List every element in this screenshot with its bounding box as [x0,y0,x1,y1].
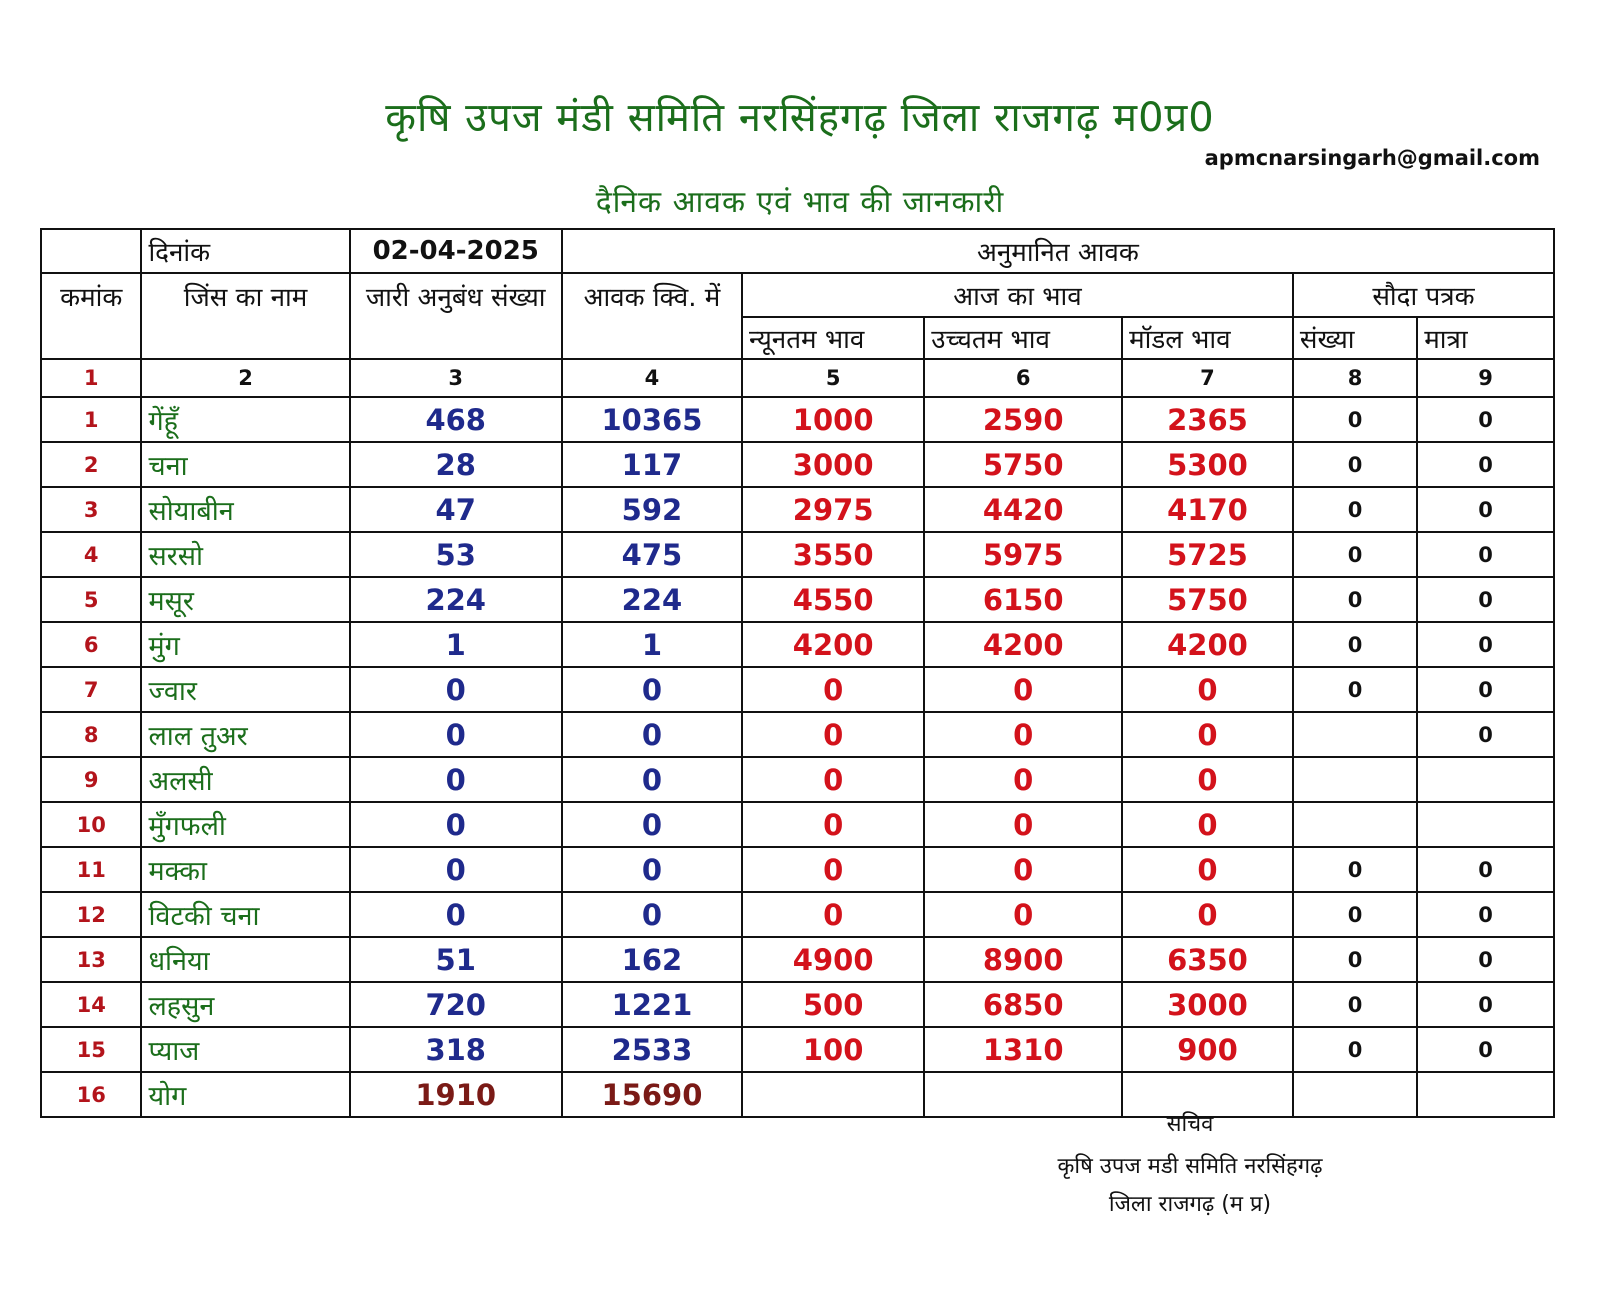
min-price-cell: 1000 [742,397,924,442]
commodity-name-cell: चना [141,442,349,487]
arrival-quantity-cell: 0 [562,712,742,757]
contracts-count-cell: 0 [350,757,562,802]
serial-column-header: कमांक [41,273,141,359]
serial-number-cell: 11 [41,847,141,892]
modal-price-cell: 6350 [1122,937,1293,982]
deal-count-cell: 0 [1293,397,1417,442]
serial-number-cell: 7 [41,667,141,712]
total-label-cell: योग [141,1072,349,1117]
modal-price-cell: 900 [1122,1027,1293,1072]
table-row [41,442,1554,487]
table-row [41,577,1554,622]
deal-quantity-cell: 0 [1417,712,1554,757]
min-price-cell: 500 [742,982,924,1027]
modal-price-cell: 5300 [1122,442,1293,487]
signature-district: जिला राजगढ़ (म प्र) [1108,1192,1272,1217]
table-row [41,757,1554,802]
modal-price-cell: 4170 [1122,487,1293,532]
min-price-cell: 4900 [742,937,924,982]
commodity-name-cell: विटकी चना [141,892,349,937]
deal-quantity-cell: 0 [1417,442,1554,487]
arrival-quantity-cell: 1221 [562,982,742,1027]
modal-price-cell: 0 [1122,712,1293,757]
min-price-cell: 3550 [742,532,924,577]
max-price-cell: 0 [924,847,1122,892]
modal-price-cell: 0 [1122,892,1293,937]
total-contracts-cell: 1910 [350,1072,562,1117]
date-value: 02-04-2025 [350,229,562,273]
column-number: 5 [742,359,924,397]
today-price-header: आज का भाव [742,273,1293,317]
column-number: 3 [350,359,562,397]
table-row [41,397,1554,442]
arrival-quantity-cell: 0 [562,757,742,802]
commodity-name-cell: प्याज [141,1027,349,1072]
max-price-cell: 4420 [924,487,1122,532]
contracts-count-cell: 720 [350,982,562,1027]
commodity-name-cell: सोयाबीन [141,487,349,532]
contracts-count-cell: 0 [350,667,562,712]
table-row [41,802,1554,847]
column-number: 7 [1122,359,1293,397]
column-number: 1 [41,359,141,397]
deal-quantity-cell: 0 [1417,487,1554,532]
contracts-count-cell: 47 [350,487,562,532]
table-row [41,712,1554,757]
max-price-cell: 4200 [924,622,1122,667]
deal-quantity-cell: 0 [1417,532,1554,577]
max-price-header: उच्चतम भाव [924,317,1122,359]
max-price-cell: 5975 [924,532,1122,577]
arrival-quantity-cell: 224 [562,577,742,622]
contracts-count-cell: 0 [350,847,562,892]
contracts-count-cell: 0 [350,892,562,937]
min-price-cell: 0 [742,712,924,757]
min-price-cell: 0 [742,757,924,802]
serial-number-cell: 5 [41,577,141,622]
total-arrival-cell: 15690 [562,1072,742,1117]
column-number: 6 [924,359,1122,397]
contracts-count-cell: 224 [350,577,562,622]
deal-count-cell [1293,757,1417,802]
max-price-cell: 0 [924,667,1122,712]
date-label: दिनांक [141,229,349,273]
deal-quantity-cell: 0 [1417,1027,1554,1072]
signature-title: सचिव [1166,1112,1214,1137]
deal-quantity-cell: 0 [1417,577,1554,622]
serial-number-cell: 12 [41,892,141,937]
table-row [41,892,1554,937]
min-price-cell: 0 [742,892,924,937]
table-row [41,1027,1554,1072]
deal-quantity-cell [1417,757,1554,802]
min-price-header: न्यूनतम भाव [742,317,924,359]
commodity-name-cell: मुँगफली [141,802,349,847]
arrival-quantity-cell: 0 [562,847,742,892]
serial-number-cell: 15 [41,1027,141,1072]
serial-number-cell: 14 [41,982,141,1027]
rates-table [40,228,1555,1118]
empty-cell [742,1072,924,1117]
arrival-quantity-cell: 0 [562,802,742,847]
deal-count-cell [1293,802,1417,847]
column-number: 2 [141,359,349,397]
commodity-name-cell: मसूर [141,577,349,622]
modal-price-cell: 5725 [1122,532,1293,577]
deal-count-cell: 0 [1293,937,1417,982]
deal-count-cell: 0 [1293,487,1417,532]
min-price-cell: 3000 [742,442,924,487]
page-title: कृषि उपज मंडी समिति नरसिंहगढ़ जिला राजगढ़ म0प्र0 [385,95,1215,141]
max-price-cell: 8900 [924,937,1122,982]
total-serial-cell: 16 [41,1072,141,1117]
table-row [41,622,1554,667]
arrival-quantity-cell: 2533 [562,1027,742,1072]
max-price-cell: 0 [924,892,1122,937]
deal-count-cell: 0 [1293,622,1417,667]
commodity-name-cell: मुंग [141,622,349,667]
page-subtitle: दैनिक आवक एवं भाव की जानकारी [595,185,1005,220]
table-row [41,937,1554,982]
commodity-name-cell: ज्वार [141,667,349,712]
deal-quantity-cell [1417,802,1554,847]
header-row-columns [41,273,1554,317]
deal-count-cell: 0 [1293,1027,1417,1072]
column-number: 9 [1417,359,1554,397]
serial-number-cell: 3 [41,487,141,532]
deal-count-header: संख्या [1293,317,1417,359]
serial-number-cell: 10 [41,802,141,847]
serial-number-cell: 6 [41,622,141,667]
serial-number-cell: 8 [41,712,141,757]
min-price-cell: 0 [742,667,924,712]
table-row [41,532,1554,577]
modal-price-cell: 0 [1122,847,1293,892]
commodity-name-cell: गेंहूँ [141,397,349,442]
max-price-cell: 0 [924,802,1122,847]
deal-quantity-cell: 0 [1417,982,1554,1027]
arrival-quantity-cell: 592 [562,487,742,532]
commodity-name-cell: मक्का [141,847,349,892]
contracts-count-cell: 468 [350,397,562,442]
modal-price-cell: 5750 [1122,577,1293,622]
max-price-cell: 6150 [924,577,1122,622]
min-price-cell: 4200 [742,622,924,667]
max-price-cell: 1310 [924,1027,1122,1072]
contracts-count-cell: 318 [350,1027,562,1072]
commodity-name-cell: धनिया [141,937,349,982]
deal-quantity-cell: 0 [1417,397,1554,442]
column-number: 8 [1293,359,1417,397]
estimated-arrival-header: अनुमानित आवक [562,229,1554,273]
serial-number-cell: 9 [41,757,141,802]
serial-number-cell: 4 [41,532,141,577]
serial-number-cell: 13 [41,937,141,982]
deal-count-cell: 0 [1293,892,1417,937]
deal-quantity-cell: 0 [1417,937,1554,982]
arrival-quantity-cell: 10365 [562,397,742,442]
commodity-name-cell: अलसी [141,757,349,802]
arrival-quantity-cell: 0 [562,667,742,712]
max-price-cell: 0 [924,757,1122,802]
column-number-row [41,359,1554,397]
serial-number-cell: 2 [41,442,141,487]
commodity-name-cell: सरसो [141,532,349,577]
commodity-name-cell: लहसुन [141,982,349,1027]
header-blank-cell [41,229,141,273]
min-price-cell: 4550 [742,577,924,622]
column-number: 4 [562,359,742,397]
header-row-date [41,229,1554,273]
modal-price-cell: 0 [1122,667,1293,712]
deal-quantity-header: मात्रा [1417,317,1554,359]
signature-office: कृषि उपज मडी समिति नरसिंहगढ़ [1057,1154,1323,1179]
deal-quantity-cell: 0 [1417,892,1554,937]
deal-slip-header: सौदा पत्रक [1293,273,1554,317]
modal-price-header: मॉडल भाव [1122,317,1293,359]
arrival-quantity-cell: 475 [562,532,742,577]
deal-count-cell: 0 [1293,667,1417,712]
modal-price-cell: 2365 [1122,397,1293,442]
commodity-name-cell: लाल तुअर [141,712,349,757]
min-price-cell: 0 [742,802,924,847]
table-row [41,667,1554,712]
min-price-cell: 0 [742,847,924,892]
min-price-cell: 2975 [742,487,924,532]
max-price-cell: 6850 [924,982,1122,1027]
email-address: apmcnarsingarh@gmail.com [1204,146,1540,170]
contracts-column-header: जारी अनुबंध संख्या [350,273,562,359]
modal-price-cell: 3000 [1122,982,1293,1027]
modal-price-cell: 4200 [1122,622,1293,667]
modal-price-cell: 0 [1122,757,1293,802]
deal-count-cell: 0 [1293,577,1417,622]
commodity-column-header: जिंस का नाम [141,273,349,359]
deal-count-cell [1293,712,1417,757]
contracts-count-cell: 0 [350,712,562,757]
arrival-column-header: आवक क्वि. में [562,273,742,359]
deal-quantity-cell: 0 [1417,622,1554,667]
contracts-count-cell: 53 [350,532,562,577]
deal-quantity-cell: 0 [1417,667,1554,712]
deal-count-cell: 0 [1293,982,1417,1027]
arrival-quantity-cell: 162 [562,937,742,982]
deal-count-cell: 0 [1293,532,1417,577]
max-price-cell: 5750 [924,442,1122,487]
table-row [41,982,1554,1027]
contracts-count-cell: 28 [350,442,562,487]
max-price-cell: 2590 [924,397,1122,442]
deal-count-cell: 0 [1293,442,1417,487]
contracts-count-cell: 51 [350,937,562,982]
contracts-count-cell: 1 [350,622,562,667]
contracts-count-cell: 0 [350,802,562,847]
modal-price-cell: 0 [1122,802,1293,847]
empty-cell [1417,1072,1554,1117]
table-row [41,487,1554,532]
deal-count-cell: 0 [1293,847,1417,892]
serial-number-cell: 1 [41,397,141,442]
max-price-cell: 0 [924,712,1122,757]
table-row [41,847,1554,892]
arrival-quantity-cell: 1 [562,622,742,667]
min-price-cell: 100 [742,1027,924,1072]
arrival-quantity-cell: 0 [562,892,742,937]
deal-quantity-cell: 0 [1417,847,1554,892]
arrival-quantity-cell: 117 [562,442,742,487]
